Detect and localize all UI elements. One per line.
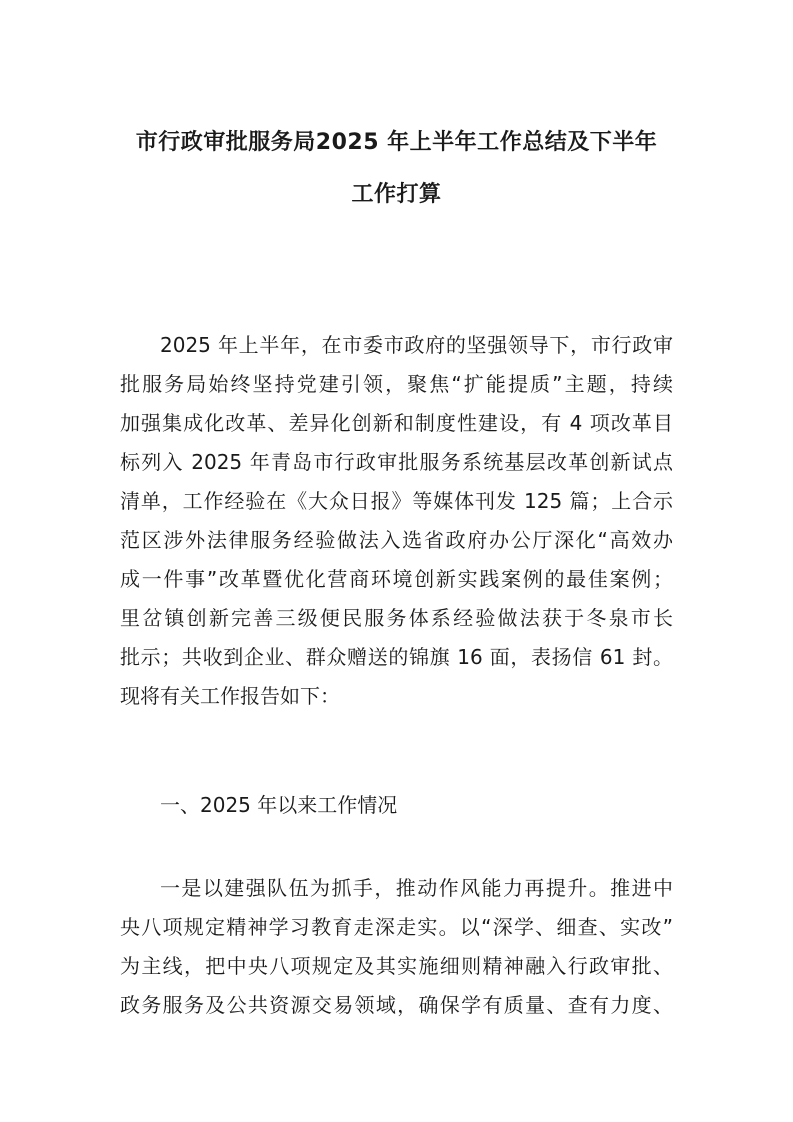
intro-line: 标列入 2025 年青岛市行政审批服务系统基层改革创新试点 bbox=[120, 450, 673, 474]
document-title-line-1: 市行政审批服务局2025 年上半年工作总结及下半年 bbox=[135, 130, 658, 155]
intro-line: 范区涉外法律服务经验做法入选省政府办公厅深化“高效办 bbox=[120, 528, 673, 552]
document-title-line-2: 工作打算 bbox=[351, 182, 442, 207]
intro-line: 现将有关工作报告如下： bbox=[120, 684, 340, 708]
intro-line: 加强集成化改革、差异化创新和制度性建设，有 4 项改革目 bbox=[120, 411, 673, 435]
intro-line: 2025 年上半年，在市委市政府的坚强领导下，市行政审 bbox=[160, 333, 673, 357]
intro-line: 清单，工作经验在《大众日报》等媒体刊发 125 篇；上合示 bbox=[120, 489, 673, 513]
intro-line: 成一件事”改革暨优化营商环境创新实践案例的最佳案例； bbox=[120, 567, 673, 591]
intro-line: 批服务局始终坚持党建引领，聚焦“扩能提质”主题，持续 bbox=[120, 372, 673, 396]
intro-line: 批示；共收到企业、群众赠送的锦旗 16 面，表扬信 61 封。 bbox=[120, 645, 673, 669]
intro-line: 里岔镇创新完善三级便民服务体系经验做法获于冬泉市长 bbox=[120, 606, 673, 630]
section-heading: 一、2025 年以来工作情况 bbox=[160, 793, 398, 817]
body-line: 政务服务及公共资源交易领域，确保学有质量、查有力度、 bbox=[120, 993, 673, 1017]
body-line: 一是以建强队伍为抓手，推动作风能力再提升。推进中 bbox=[160, 876, 673, 900]
body-line: 央八项规定精神学习教育走深走实。以“深学、细查、实改” bbox=[120, 915, 673, 939]
body-line: 为主线，把中央八项规定及其实施细则精神融入行政审批、 bbox=[120, 954, 673, 978]
